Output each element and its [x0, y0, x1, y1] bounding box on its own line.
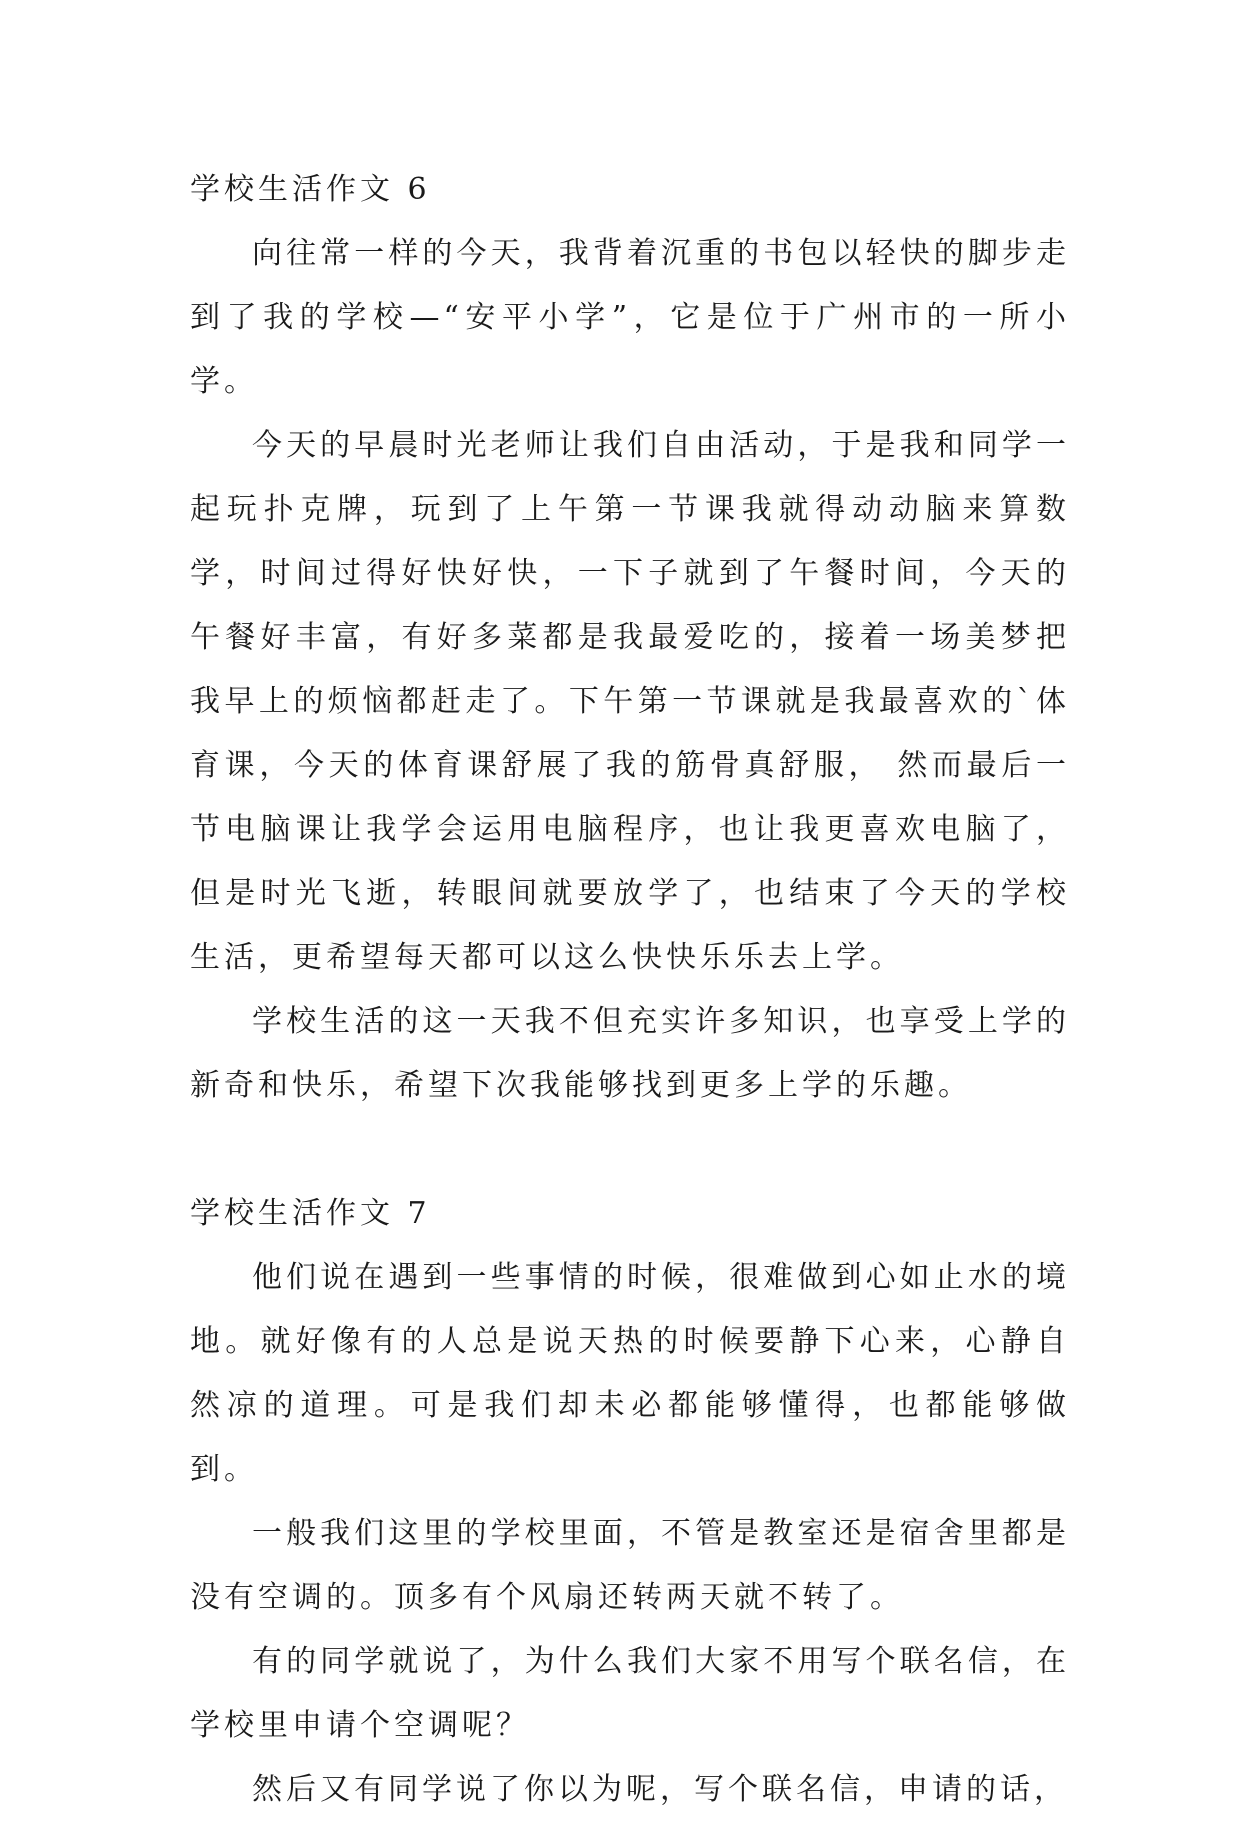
essay-6	[190, 158, 1070, 1118]
essay-title: 学校生活作文 6	[190, 172, 431, 207]
essay-7	[190, 1182, 1070, 1822]
essay-paragraph: 有的同学就说了，为什么我们大家不用写个联名信，在学校里申请个空调呢？	[190, 1644, 1070, 1743]
essay-paragraph: 今天的早晨时光老师让我们自由活动，于是我和同学一起玩扑克牌，玩到了上午第一节课我就得动动脑来算数学，时间过得好快好快，一下子就到了午餐时间，今天的午餐好丰富，有好多菜都是我最爱吃的，接着一场美梦把我早上的烦恼都赶走了。下午第一节课就是我最喜欢的`体育课，今天的体育课舒展了我的筋骨真舒服， 然而最后一节电脑课让我学会运用电脑程序，也让我更喜欢电脑了，但是时光飞逝，转眼间就要放学了，也结束了今天的学校生活，更希望每天都可以这么快快乐乐去上学。	[190, 428, 1070, 975]
essay-paragraph: 他们说在遇到一些事情的时候，很难做到心如止水的境地。就好像有的人总是说天热的时候要静下心来，心静自然凉的道理。可是我们却未必都能够懂得，也都能够做到。	[190, 1260, 1070, 1487]
essay-paragraph: 向往常一样的今天，我背着沉重的书包以轻快的脚步走到了我的学校—“安平小学”，它是位于广州市的一所小学。	[190, 236, 1070, 399]
section-spacer	[190, 1118, 1070, 1182]
essay-paragraph: 学校生活的这一天我不但充实许多知识，也享受上学的新奇和快乐，希望下次我能够找到更多上学的乐趣。	[190, 1004, 1070, 1103]
document-page	[190, 158, 1070, 1822]
essay-paragraph: 一般我们这里的学校里面，不管是教室还是宿舍里都是没有空调的。顶多有个风扇还转两天就不转了。	[190, 1516, 1070, 1615]
essay-paragraph: 然后又有同学说了你以为呢，写个联名信，申请的话，	[252, 1772, 1068, 1807]
essay-title: 学校生活作文 7	[190, 1196, 431, 1231]
